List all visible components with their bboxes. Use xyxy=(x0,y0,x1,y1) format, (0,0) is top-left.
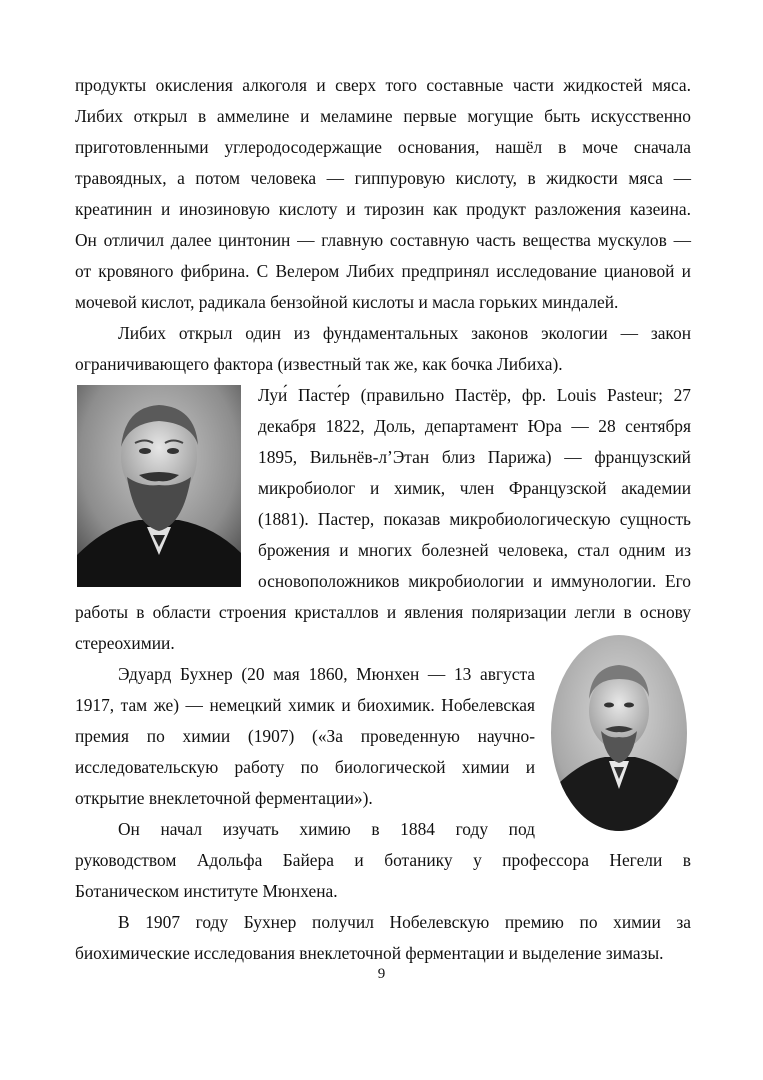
text-line: приготовленными углеродосодержащие основания, нашёл в моче сначала xyxy=(75,137,691,157)
text-line: Либих открыл один из фундаментальных законов экологии — закон xyxy=(118,323,691,343)
text-line: микробиолог и химик, член Французской академии xyxy=(258,478,691,498)
text-line: основоположников микробиологии и иммунологии. Его xyxy=(258,571,691,591)
text-line: исследовательскую работу по биологической химии и xyxy=(75,757,535,777)
text-line: 1895, Вильнёв-л’Этан близ Парижа) — французский xyxy=(258,447,691,467)
text-line: 1917, там же) — немецкий химик и биохимик. Нобелевская xyxy=(75,695,535,715)
text-line: продукты окисления алкоголя и сверх того составные части жидкостей мяса. xyxy=(75,75,691,95)
text-line: Луи́ Пасте́р (правильно Пастёр, фр. Louis Pasteur; 27 xyxy=(258,385,691,405)
text-line: Эдуард Бухнер (20 мая 1860, Мюнхен — 13 августа xyxy=(118,664,535,684)
text-line: премия по химии (1907) («За проведенную научно- xyxy=(75,726,535,746)
text-line: креатинин и инозиновую кислоту и тирозин как продукт разложения казеина. xyxy=(75,199,691,219)
text-line: травоядных, а потом человека — гиппуровую кислоту, в жидкости мяса — xyxy=(75,168,691,188)
text-line: Либих открыл в аммелине и меламине первые могущие быть искусственно xyxy=(75,106,691,126)
text-line: брожения и многих болезней человека, стал одним из xyxy=(258,540,691,560)
text-line: (1881). Пастер, показав микробиологическую сущность xyxy=(258,509,691,529)
text-line: Он отличил далее цинтонин — главную составную часть вещества мускулов — xyxy=(75,230,691,250)
pasteur-portrait xyxy=(77,385,241,587)
text-line: Ботаническом институте Мюнхена. xyxy=(75,881,338,901)
text-line: декабря 1822, Доль, департамент Юра — 28 сентября xyxy=(258,416,691,436)
text-line: руководством Адольфа Байера и ботанику у профессора Негели в xyxy=(75,850,691,870)
text-line: стереохимии. xyxy=(75,633,175,653)
text-line: ограничивающего фактора (известный так же, как бочка Либиха). xyxy=(75,354,563,374)
text-line: мочевой кислот, радикала бензойной кислоты и масла горьких миндалей. xyxy=(75,292,619,312)
text-line: Он начал изучать химию в 1884 году под xyxy=(118,819,535,839)
text-line: от кровяного фибрина. С Велером Либих предпринял исследование циановой и xyxy=(75,261,691,281)
text-line: открытие внеклеточной ферментации»). xyxy=(75,788,373,808)
page-number: 9 xyxy=(377,966,386,982)
text-line: В 1907 году Бухнер получил Нобелевскую премию по химии за xyxy=(118,912,691,932)
text-line: биохимические исследования внеклеточной ферментации и выделение зимазы. xyxy=(75,943,664,963)
text-line: работы в области строения кристаллов и явления поляризации легли в основу xyxy=(75,602,691,622)
